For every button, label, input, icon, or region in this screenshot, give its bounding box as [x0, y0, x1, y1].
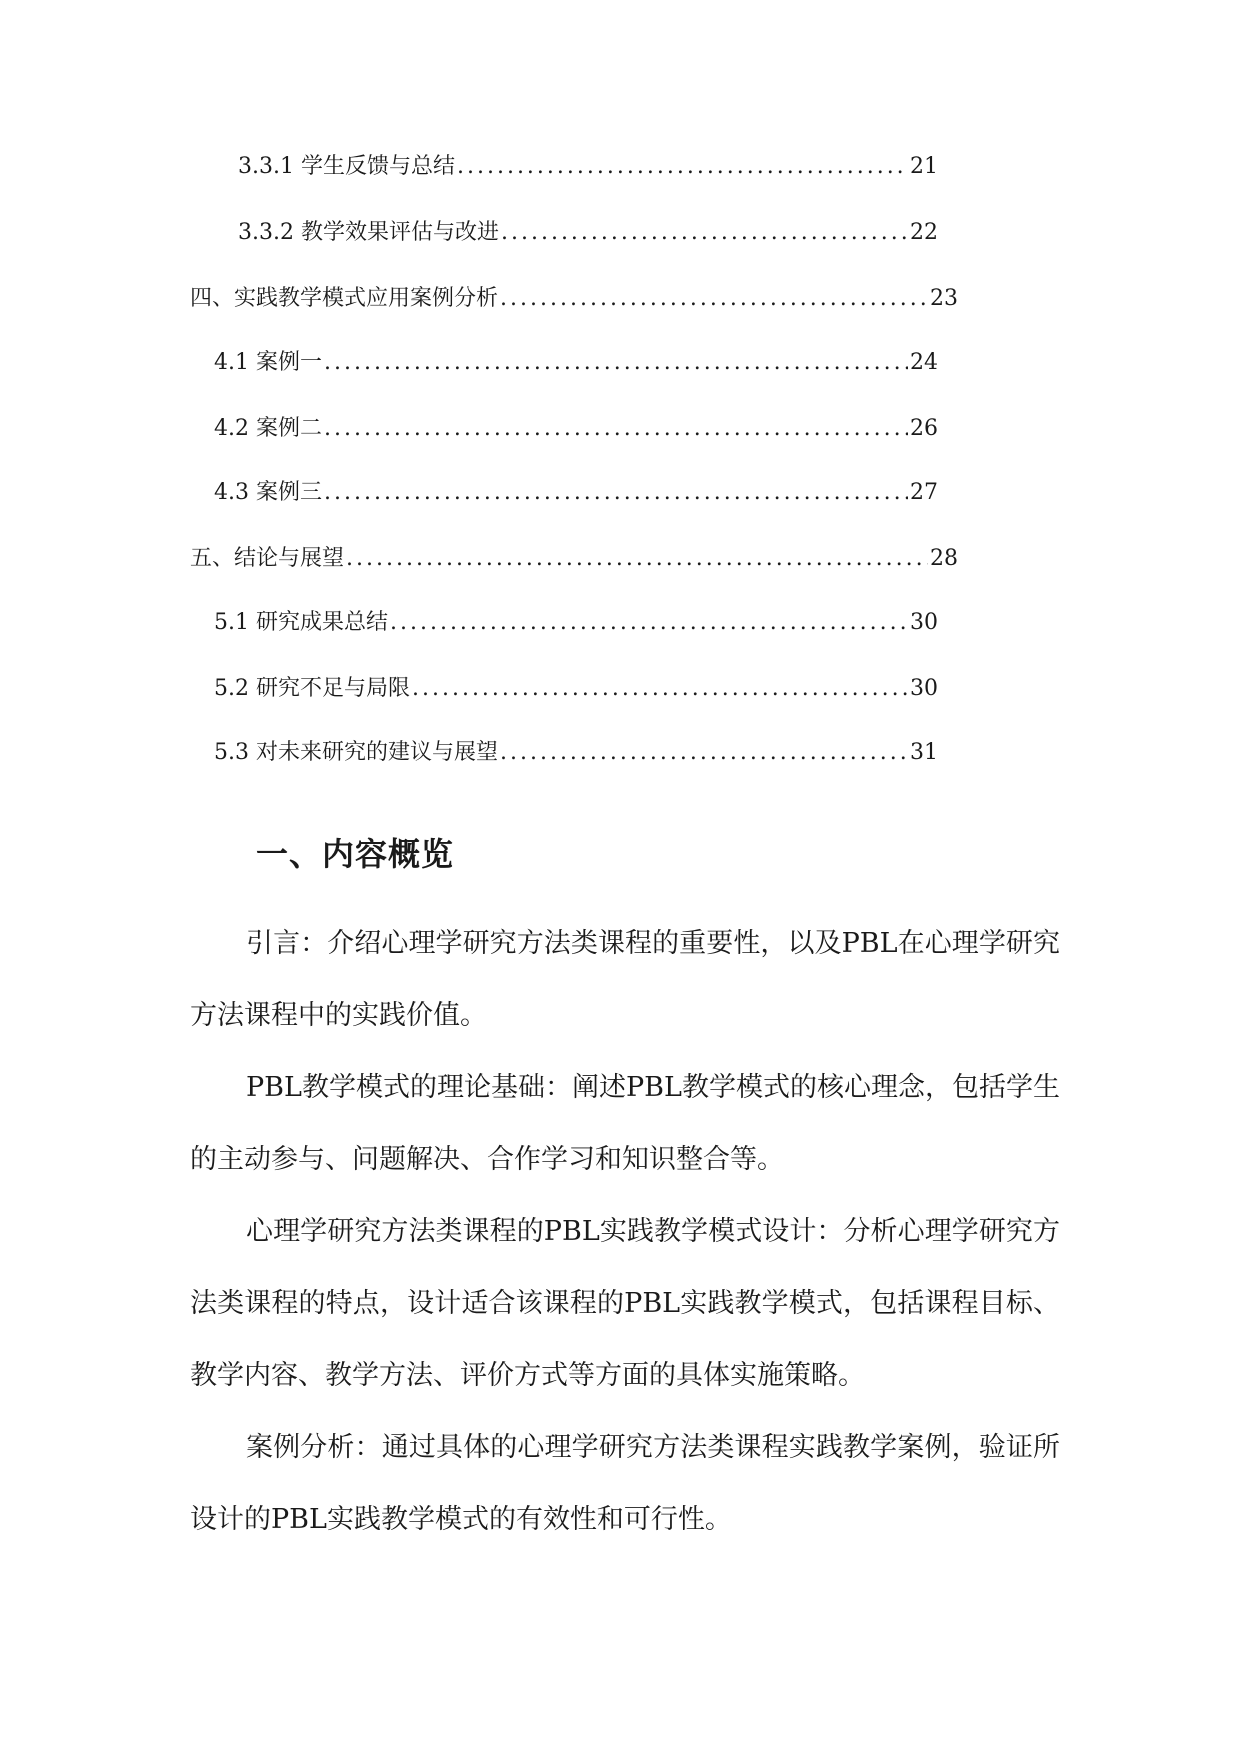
toc-leader-dots — [457, 152, 908, 182]
toc-label: 5.2 研究不足与局限 — [214, 676, 410, 701]
toc-label: 3.3.1 学生反馈与总结 — [238, 154, 455, 179]
toc-line[interactable] — [214, 478, 938, 508]
section-heading: 一、内容概览 — [256, 835, 455, 873]
toc-line[interactable] — [190, 284, 958, 314]
toc-label: 四、实践教学模式应用案例分析 — [190, 286, 499, 311]
toc-leader-dots — [346, 544, 928, 574]
toc-label: 4.3 案例三 — [214, 480, 322, 505]
toc-line[interactable] — [190, 544, 958, 574]
toc-line[interactable] — [214, 414, 938, 444]
toc-line[interactable] — [238, 218, 938, 248]
body-paragraph: 案例分析：通过具体的心理学研究方法类课程实践教学案例，验证所设计的PBL实践教学模式的有效性和可行性。 — [190, 1432, 1060, 1535]
toc-label: 五、结论与展望 — [190, 546, 345, 571]
toc-label: 4.2 案例二 — [214, 416, 322, 441]
toc-leader-dots — [501, 218, 908, 248]
toc-label: 5.3 对未来研究的建议与展望 — [214, 740, 498, 765]
toc-page-number: 23 — [930, 286, 958, 311]
toc-line[interactable] — [214, 738, 938, 768]
toc-page-number: 22 — [910, 220, 938, 245]
toc-page-number: 24 — [910, 350, 938, 375]
toc-leader-dots — [412, 674, 908, 704]
toc-line[interactable] — [214, 674, 938, 704]
toc-leader-dots — [324, 348, 908, 378]
toc-leader-dots — [390, 608, 908, 638]
toc-page-number: 28 — [930, 546, 958, 571]
toc-leader-dots — [500, 738, 908, 768]
toc-leader-dots — [324, 414, 908, 444]
toc-leader-dots — [500, 284, 928, 314]
toc-label: 4.1 案例一 — [214, 350, 322, 375]
toc-page-number: 30 — [910, 610, 938, 635]
toc-page-number: 27 — [910, 480, 938, 505]
toc-line[interactable] — [214, 608, 938, 638]
toc-label: 3.3.2 教学效果评估与改进 — [238, 220, 499, 245]
body-paragraph: 心理学研究方法类课程的PBL实践教学模式设计：分析心理学研究方法类课程的特点，设计适合该课程的PBL实践教学模式，包括课程目标、教学内容、教学方法、评价方式等方面的具体实施策略。 — [190, 1216, 1060, 1391]
toc-line[interactable] — [214, 348, 938, 378]
body-paragraph: PBL教学模式的理论基础：阐述PBL教学模式的核心理念，包括学生的主动参与、问题解决、合作学习和知识整合等。 — [190, 1072, 1060, 1175]
toc-leader-dots — [324, 478, 908, 508]
toc-label: 5.1 研究成果总结 — [214, 610, 388, 635]
toc-line[interactable] — [238, 152, 938, 182]
body-paragraph: 引言：介绍心理学研究方法类课程的重要性，以及PBL在心理学研究方法课程中的实践价值。 — [190, 928, 1060, 1031]
toc-page-number: 31 — [910, 740, 938, 765]
toc-page-number: 21 — [910, 154, 938, 179]
toc-page-number: 26 — [910, 416, 938, 441]
toc-page-number: 30 — [910, 676, 938, 701]
